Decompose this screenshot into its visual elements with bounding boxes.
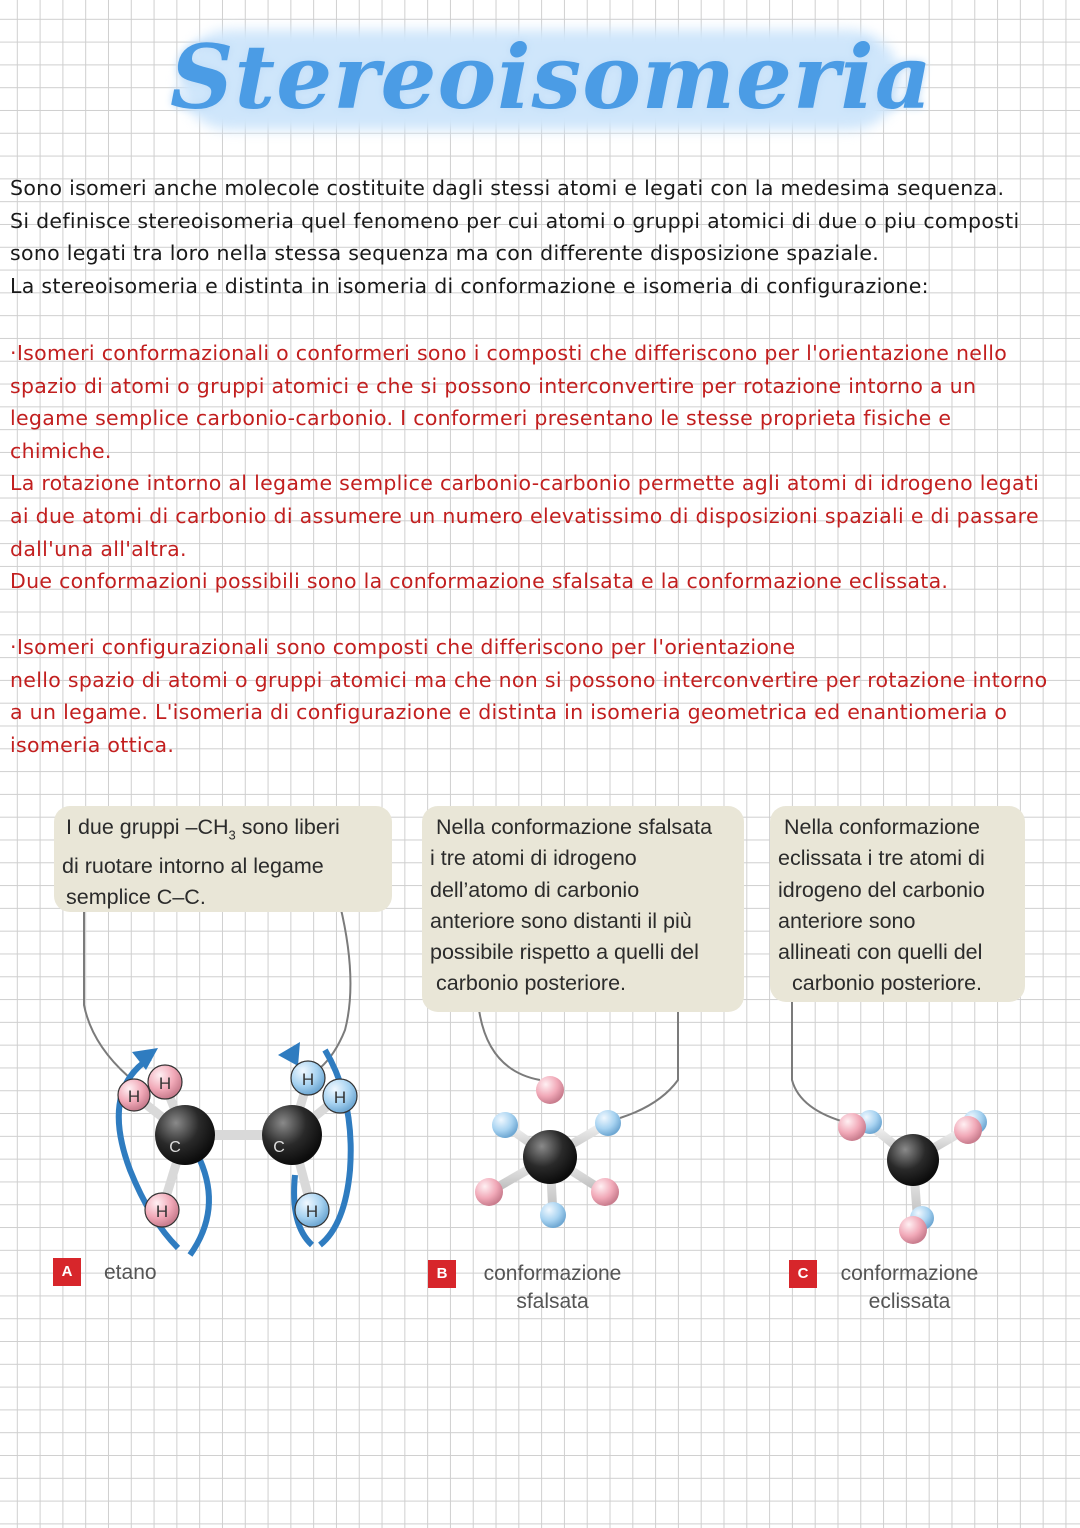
intro-line: sono legati tra loro nella stessa sequenza ma con differente disposizione spaziale. xyxy=(10,241,880,266)
bubble-a-line-3: semplice C–C. xyxy=(66,884,206,909)
bubble-b-line: dell’atomo di carbonio xyxy=(430,877,640,902)
leader-line-a-right xyxy=(320,905,350,1068)
configurational-line: nello spazio di atomi o gruppi atomici ma che non si possono interconvertire per rotazione intorno xyxy=(10,667,1048,692)
page-title: Stereoisomeria xyxy=(170,25,933,129)
carbon-atom xyxy=(523,1130,577,1184)
hydrogen-atom xyxy=(492,1112,518,1138)
bubble-b-line: i tre atomi di idrogeno xyxy=(430,846,637,871)
carbon-atom xyxy=(155,1105,215,1165)
hydrogen-atom xyxy=(540,1202,566,1228)
hydrogen-label: H xyxy=(305,1202,319,1221)
hydrogen-label: H xyxy=(127,1087,141,1106)
conformational-line: legame semplice carbonio-carbonio. I conformeri presentano le stesse proprieta fisiche e xyxy=(10,406,952,431)
hydrogen-atom xyxy=(536,1076,564,1104)
carbon-label: C xyxy=(273,1139,285,1156)
hydrogen-atom xyxy=(475,1178,503,1206)
configurational-line: ·Isomeri configurazionali sono composti che differiscono per l'orientazione xyxy=(10,635,796,659)
carbon-atom xyxy=(262,1105,322,1165)
conformational-line: chimiche. xyxy=(10,438,112,463)
bubble-c-line: idrogeno del carbonio xyxy=(778,877,985,902)
hydrogen-atom xyxy=(954,1116,982,1144)
intro-line: La stereoisomeria e distinta in isomeria di conformazione e isomeria di configurazione: xyxy=(10,273,929,298)
bubble-c-line: Nella conformazione xyxy=(784,815,980,839)
hydrogen-label: H xyxy=(155,1202,169,1221)
leader-line-b-left xyxy=(478,1002,540,1080)
hydrogen-label: H xyxy=(333,1088,347,1107)
bubble-b-line: Nella conformazione sfalsata xyxy=(436,815,713,839)
configurational-line: isomeria ottica. xyxy=(10,732,175,757)
bubble-b-line: anteriore sono distanti il più xyxy=(430,908,692,933)
leader-line-c xyxy=(792,995,848,1123)
bubble-c-line: carbonio posteriore. xyxy=(792,971,983,996)
bubble-a-line-1: I due gruppi $-CH_3$ sono liberi xyxy=(66,815,340,843)
caption-bubble-b xyxy=(422,806,744,1012)
conformational-line: dall'una all'altra. xyxy=(10,536,187,561)
conformational-line: Due conformazioni possibili sono la conformazione sfalsata e la conformazione eclissata. xyxy=(10,569,949,594)
eclipsed-model xyxy=(838,1110,987,1244)
staggered-model xyxy=(475,1076,621,1228)
hydrogen-atom xyxy=(838,1113,866,1141)
ethane-model xyxy=(118,1042,357,1255)
bubble-b-line: possibile rispetto a quelli del xyxy=(430,940,699,965)
leader-line-a-left xyxy=(84,905,130,1078)
bubble-c-line: anteriore sono xyxy=(778,908,916,933)
conformational-line: ·Isomeri conformazionali o conformeri sono i composti che differiscono per l'orientazione nello xyxy=(10,341,1008,365)
hydrogen-atom xyxy=(591,1178,619,1206)
figure-caption-b-line-1: conformazione xyxy=(483,1262,622,1285)
figure-caption-c xyxy=(827,1260,992,1316)
bubble-c-line: eclissata i tre atomi di xyxy=(778,846,985,871)
hydrogen-label: H xyxy=(158,1074,172,1093)
carbon-atom xyxy=(887,1134,939,1186)
hydrogen-atom xyxy=(899,1216,927,1244)
configurational-line: a un legame. L'isomeria di configurazione e distinta in isomeria geometrica ed enantiomeria o xyxy=(10,700,1008,725)
bubble-a-line-2: di ruotare intorno al legame xyxy=(62,853,324,878)
conformational-line: spazio di atomi o gruppi atomici e che si possono interconvertire per rotazione intorno a un xyxy=(10,373,977,398)
rotation-arrowhead-right xyxy=(278,1042,300,1066)
caption-bubble-a xyxy=(54,806,392,912)
figure-caption-c-line-1: conformazione xyxy=(840,1262,979,1285)
bubble-b-line: carbonio posteriore. xyxy=(436,971,627,996)
caption-bubble-c xyxy=(770,806,1025,1002)
leader-line-b-right xyxy=(620,1010,678,1118)
intro-line: Sono isomeri anche molecole costituite dagli stessi atomi e legati con la medesima sequenza. xyxy=(10,176,1005,200)
figure-caption-c-line-2: eclissata xyxy=(868,1290,951,1313)
bubble-c-line: allineati con quelli del xyxy=(778,940,983,965)
intro-line: Si definisce stereoisomeria quel fenomeno per cui atomi o gruppi atomici di due o piu composti xyxy=(10,208,1020,233)
carbon-label: C xyxy=(169,1139,181,1156)
figure-caption-b-line-2: sfalsata xyxy=(516,1290,589,1313)
figure-caption-b xyxy=(470,1260,635,1316)
conformational-line: La rotazione intorno al legame semplice carbonio-carbonio permette agli atomi di idrogeno legati xyxy=(10,471,1040,496)
figure-badge-c: C xyxy=(789,1260,817,1288)
figure-badge-a: A xyxy=(53,1258,81,1286)
hydrogen-atom xyxy=(595,1110,621,1136)
figure-badge-b: B xyxy=(428,1260,456,1288)
rotation-arrow-left-2 xyxy=(190,1160,209,1255)
figure-caption-a: etano xyxy=(104,1261,157,1284)
conformational-line: ai due atomi di carbonio di assumere un numero elevatissimo di disposizioni spaziali e di passare xyxy=(10,503,1039,528)
hydrogen-label: H xyxy=(301,1070,315,1089)
